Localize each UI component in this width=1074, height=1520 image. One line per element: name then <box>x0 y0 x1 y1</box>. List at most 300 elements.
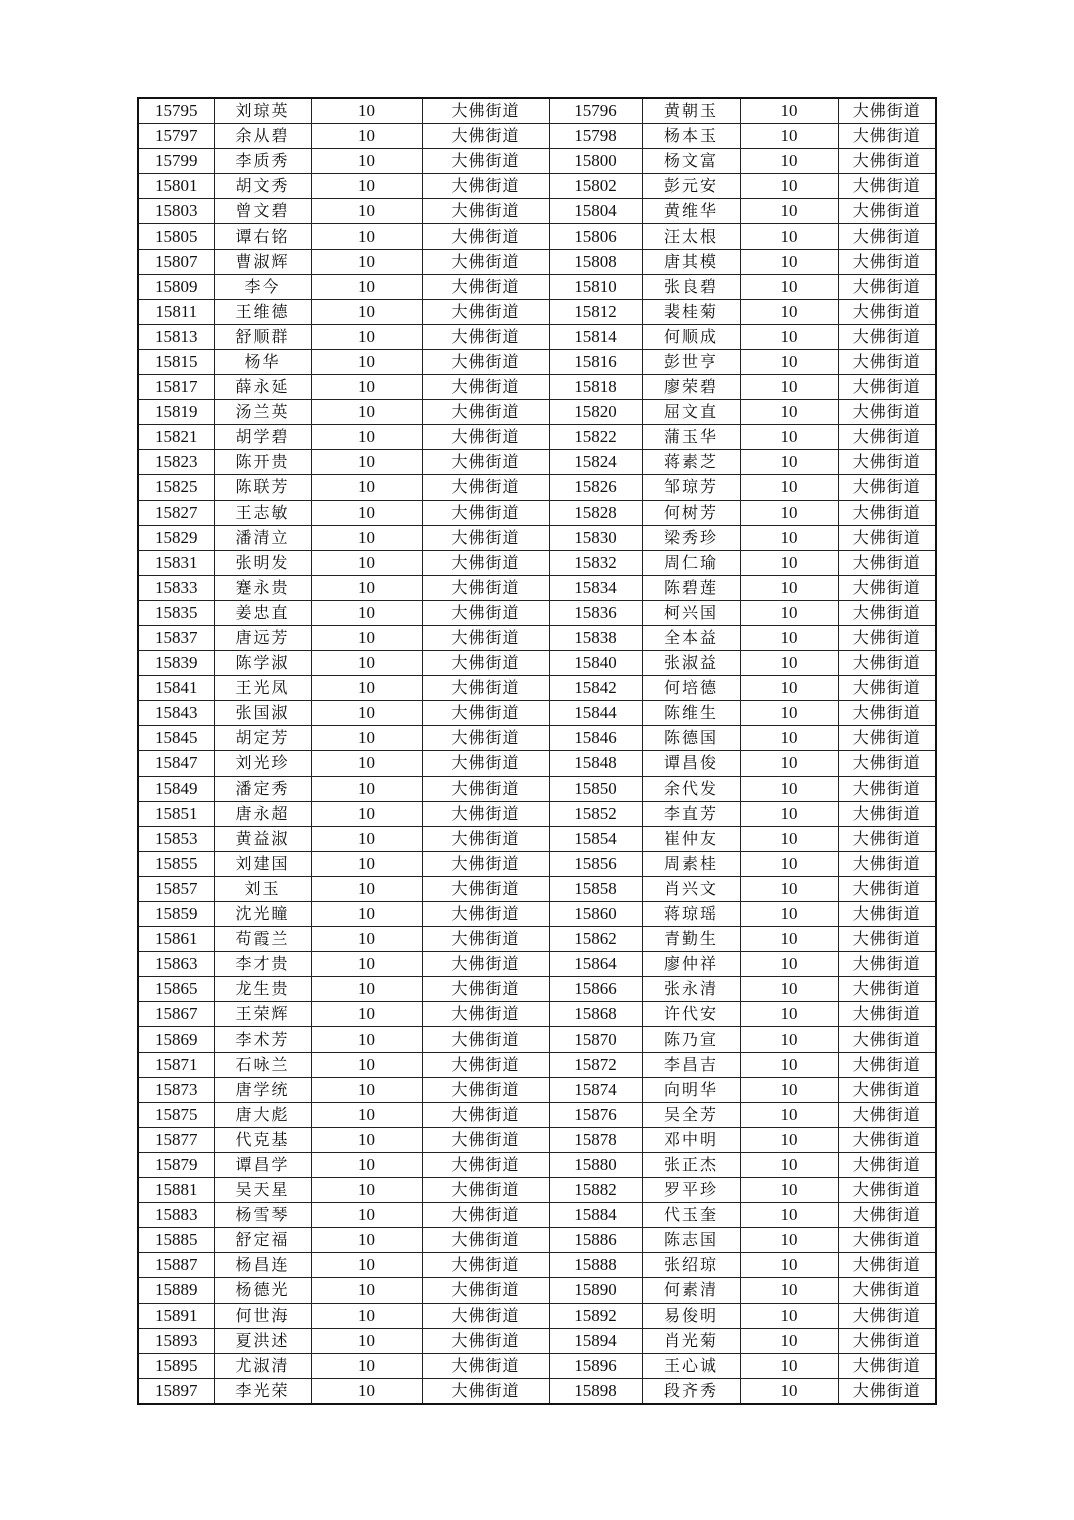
cell-serial-number: 15867 <box>138 1002 214 1027</box>
cell-name: 代克基 <box>214 1127 311 1152</box>
cell-serial-number: 15892 <box>549 1303 642 1328</box>
cell-street: 大佛街道 <box>422 400 549 425</box>
cell-serial-number: 15874 <box>549 1077 642 1102</box>
table-row <box>138 199 936 224</box>
cell-serial-number: 15880 <box>549 1152 642 1177</box>
cell-name: 彭元安 <box>642 174 740 199</box>
cell-serial-number: 15893 <box>138 1328 214 1353</box>
table-row <box>138 876 936 901</box>
table-row <box>138 1253 936 1278</box>
table-row <box>138 1152 936 1177</box>
cell-amount: 10 <box>311 98 422 124</box>
cell-name: 张国淑 <box>214 701 311 726</box>
cell-name: 肖光菊 <box>642 1328 740 1353</box>
cell-name: 余代发 <box>642 776 740 801</box>
cell-serial-number: 15889 <box>138 1278 214 1303</box>
cell-street: 大佛街道 <box>838 701 936 726</box>
cell-street: 大佛街道 <box>838 1077 936 1102</box>
cell-street: 大佛街道 <box>838 952 936 977</box>
cell-name: 黄维华 <box>642 199 740 224</box>
cell-serial-number: 15875 <box>138 1102 214 1127</box>
cell-name: 曹淑辉 <box>214 249 311 274</box>
cell-amount: 10 <box>311 977 422 1002</box>
table-row <box>138 851 936 876</box>
cell-street: 大佛街道 <box>838 475 936 500</box>
cell-serial-number: 15833 <box>138 575 214 600</box>
cell-street: 大佛街道 <box>838 149 936 174</box>
cell-serial-number: 15822 <box>549 425 642 450</box>
cell-serial-number: 15858 <box>549 876 642 901</box>
cell-amount: 10 <box>740 927 838 952</box>
cell-name: 裴桂菊 <box>642 299 740 324</box>
cell-amount: 10 <box>740 1278 838 1303</box>
cell-amount: 10 <box>740 224 838 249</box>
cell-street: 大佛街道 <box>838 98 936 124</box>
cell-serial-number: 15808 <box>549 249 642 274</box>
table-row <box>138 600 936 625</box>
cell-name: 沈光瞳 <box>214 902 311 927</box>
cell-amount: 10 <box>740 575 838 600</box>
cell-serial-number: 15831 <box>138 550 214 575</box>
cell-serial-number: 15886 <box>549 1228 642 1253</box>
cell-serial-number: 15820 <box>549 400 642 425</box>
cell-amount: 10 <box>740 1353 838 1378</box>
cell-serial-number: 15824 <box>549 450 642 475</box>
cell-street: 大佛街道 <box>422 776 549 801</box>
cell-amount: 10 <box>740 274 838 299</box>
table-row <box>138 575 936 600</box>
table-row <box>138 1102 936 1127</box>
table-row <box>138 726 936 751</box>
table-row <box>138 776 936 801</box>
cell-name: 唐学统 <box>214 1077 311 1102</box>
cell-serial-number: 15836 <box>549 600 642 625</box>
cell-amount: 10 <box>311 324 422 349</box>
cell-name: 潘清立 <box>214 525 311 550</box>
cell-amount: 10 <box>740 651 838 676</box>
cell-street: 大佛街道 <box>838 550 936 575</box>
cell-amount: 10 <box>740 525 838 550</box>
cell-serial-number: 15854 <box>549 826 642 851</box>
cell-amount: 10 <box>311 1278 422 1303</box>
cell-street: 大佛街道 <box>422 349 549 374</box>
cell-serial-number: 15872 <box>549 1052 642 1077</box>
cell-name: 石咏兰 <box>214 1052 311 1077</box>
cell-street: 大佛街道 <box>422 1077 549 1102</box>
cell-street: 大佛街道 <box>422 149 549 174</box>
table-row <box>138 550 936 575</box>
cell-amount: 10 <box>311 299 422 324</box>
cell-amount: 10 <box>311 349 422 374</box>
cell-name: 唐大彪 <box>214 1102 311 1127</box>
cell-amount: 10 <box>740 98 838 124</box>
cell-serial-number: 15795 <box>138 98 214 124</box>
cell-serial-number: 15800 <box>549 149 642 174</box>
cell-name: 王光凤 <box>214 676 311 701</box>
table-row <box>138 902 936 927</box>
cell-amount: 10 <box>740 600 838 625</box>
table-row <box>138 1027 936 1052</box>
cell-amount: 10 <box>740 149 838 174</box>
cell-serial-number: 15821 <box>138 425 214 450</box>
cell-amount: 10 <box>740 676 838 701</box>
cell-serial-number: 15806 <box>549 224 642 249</box>
cell-amount: 10 <box>311 701 422 726</box>
cell-name: 周仁瑜 <box>642 550 740 575</box>
table-row <box>138 952 936 977</box>
cell-amount: 10 <box>740 1178 838 1203</box>
cell-street: 大佛街道 <box>422 525 549 550</box>
cell-amount: 10 <box>740 299 838 324</box>
cell-serial-number: 15804 <box>549 199 642 224</box>
cell-serial-number: 15826 <box>549 475 642 500</box>
table-row <box>138 751 936 776</box>
cell-amount: 10 <box>311 1228 422 1253</box>
table-row <box>138 1127 936 1152</box>
cell-amount: 10 <box>311 1178 422 1203</box>
cell-name: 刘建国 <box>214 851 311 876</box>
cell-street: 大佛街道 <box>838 249 936 274</box>
cell-amount: 10 <box>311 1253 422 1278</box>
cell-amount: 10 <box>740 826 838 851</box>
cell-amount: 10 <box>311 876 422 901</box>
cell-name: 汪太根 <box>642 224 740 249</box>
cell-serial-number: 15825 <box>138 475 214 500</box>
table-row <box>138 1353 936 1378</box>
cell-name: 李质秀 <box>214 149 311 174</box>
cell-street: 大佛街道 <box>422 826 549 851</box>
cell-street: 大佛街道 <box>838 1228 936 1253</box>
cell-amount: 10 <box>740 174 838 199</box>
table-row <box>138 1278 936 1303</box>
cell-name: 陈志国 <box>642 1228 740 1253</box>
cell-serial-number: 15811 <box>138 299 214 324</box>
cell-street: 大佛街道 <box>422 676 549 701</box>
table-row <box>138 826 936 851</box>
cell-street: 大佛街道 <box>422 851 549 876</box>
cell-serial-number: 15851 <box>138 801 214 826</box>
cell-street: 大佛街道 <box>422 299 549 324</box>
table-row <box>138 324 936 349</box>
cell-street: 大佛街道 <box>838 324 936 349</box>
cell-street: 大佛街道 <box>422 625 549 650</box>
cell-amount: 10 <box>311 1203 422 1228</box>
cell-serial-number: 15813 <box>138 324 214 349</box>
cell-amount: 10 <box>311 575 422 600</box>
cell-name: 周素桂 <box>642 851 740 876</box>
cell-amount: 10 <box>311 651 422 676</box>
cell-street: 大佛街道 <box>838 299 936 324</box>
cell-amount: 10 <box>311 525 422 550</box>
cell-name: 蒲玉华 <box>642 425 740 450</box>
cell-street: 大佛街道 <box>422 600 549 625</box>
cell-name: 何顺成 <box>642 324 740 349</box>
cell-name: 舒顺群 <box>214 324 311 349</box>
cell-serial-number: 15890 <box>549 1278 642 1303</box>
cell-street: 大佛街道 <box>838 1178 936 1203</box>
cell-street: 大佛街道 <box>838 726 936 751</box>
cell-street: 大佛街道 <box>422 1228 549 1253</box>
cell-name: 夏洪述 <box>214 1328 311 1353</box>
cell-amount: 10 <box>740 550 838 575</box>
cell-street: 大佛街道 <box>422 375 549 400</box>
cell-serial-number: 15816 <box>549 349 642 374</box>
cell-name: 廖荣碧 <box>642 375 740 400</box>
cell-serial-number: 15884 <box>549 1203 642 1228</box>
cell-street: 大佛街道 <box>838 776 936 801</box>
cell-name: 陈联芳 <box>214 475 311 500</box>
cell-name: 张绍琼 <box>642 1253 740 1278</box>
table-row <box>138 124 936 149</box>
table-row <box>138 1052 936 1077</box>
table-row <box>138 801 936 826</box>
cell-serial-number: 15843 <box>138 701 214 726</box>
cell-street: 大佛街道 <box>422 952 549 977</box>
cell-serial-number: 15861 <box>138 927 214 952</box>
cell-name: 李光荣 <box>214 1378 311 1404</box>
cell-amount: 10 <box>740 1102 838 1127</box>
cell-serial-number: 15840 <box>549 651 642 676</box>
cell-name: 蒋素芝 <box>642 450 740 475</box>
cell-street: 大佛街道 <box>838 1203 936 1228</box>
cell-amount: 10 <box>740 1203 838 1228</box>
cell-street: 大佛街道 <box>422 801 549 826</box>
cell-amount: 10 <box>311 826 422 851</box>
cell-name: 全本益 <box>642 625 740 650</box>
cell-serial-number: 15863 <box>138 952 214 977</box>
cell-serial-number: 15869 <box>138 1027 214 1052</box>
cell-serial-number: 15887 <box>138 1253 214 1278</box>
table-row <box>138 651 936 676</box>
cell-amount: 10 <box>740 776 838 801</box>
cell-name: 崔仲友 <box>642 826 740 851</box>
cell-serial-number: 15856 <box>549 851 642 876</box>
table-row <box>138 701 936 726</box>
cell-amount: 10 <box>311 751 422 776</box>
cell-amount: 10 <box>311 851 422 876</box>
cell-serial-number: 15830 <box>549 525 642 550</box>
cell-street: 大佛街道 <box>838 1328 936 1353</box>
cell-street: 大佛街道 <box>422 1378 549 1404</box>
cell-street: 大佛街道 <box>422 425 549 450</box>
cell-street: 大佛街道 <box>838 124 936 149</box>
cell-name: 何素清 <box>642 1278 740 1303</box>
cell-serial-number: 15853 <box>138 826 214 851</box>
cell-amount: 10 <box>311 676 422 701</box>
cell-name: 杨本玉 <box>642 124 740 149</box>
cell-serial-number: 15888 <box>549 1253 642 1278</box>
cell-amount: 10 <box>740 801 838 826</box>
cell-amount: 10 <box>311 1378 422 1404</box>
cell-name: 杨雪琴 <box>214 1203 311 1228</box>
cell-name: 彭世亨 <box>642 349 740 374</box>
cell-street: 大佛街道 <box>422 751 549 776</box>
cell-amount: 10 <box>311 1152 422 1177</box>
cell-amount: 10 <box>311 1077 422 1102</box>
cell-amount: 10 <box>740 500 838 525</box>
roster-table <box>137 97 937 1405</box>
cell-amount: 10 <box>311 149 422 174</box>
cell-street: 大佛街道 <box>838 1378 936 1404</box>
cell-street: 大佛街道 <box>838 851 936 876</box>
cell-name: 黄益淑 <box>214 826 311 851</box>
cell-name: 胡学碧 <box>214 425 311 450</box>
cell-street: 大佛街道 <box>838 425 936 450</box>
cell-amount: 10 <box>311 1052 422 1077</box>
cell-serial-number: 15799 <box>138 149 214 174</box>
cell-amount: 10 <box>311 1353 422 1378</box>
cell-amount: 10 <box>311 776 422 801</box>
cell-serial-number: 15876 <box>549 1102 642 1127</box>
cell-amount: 10 <box>740 199 838 224</box>
cell-street: 大佛街道 <box>422 701 549 726</box>
cell-street: 大佛街道 <box>422 927 549 952</box>
cell-serial-number: 15852 <box>549 801 642 826</box>
cell-name: 许代安 <box>642 1002 740 1027</box>
cell-name: 杨德光 <box>214 1278 311 1303</box>
cell-street: 大佛街道 <box>422 651 549 676</box>
cell-street: 大佛街道 <box>838 500 936 525</box>
cell-name: 刘琼英 <box>214 98 311 124</box>
cell-serial-number: 15842 <box>549 676 642 701</box>
cell-street: 大佛街道 <box>422 1027 549 1052</box>
cell-name: 苟霞兰 <box>214 927 311 952</box>
cell-name: 杨华 <box>214 349 311 374</box>
table-row <box>138 1378 936 1404</box>
cell-street: 大佛街道 <box>422 1353 549 1378</box>
cell-amount: 10 <box>740 425 838 450</box>
cell-amount: 10 <box>740 475 838 500</box>
cell-serial-number: 15805 <box>138 224 214 249</box>
cell-name: 黄朝玉 <box>642 98 740 124</box>
cell-name: 曾文碧 <box>214 199 311 224</box>
cell-serial-number: 15815 <box>138 349 214 374</box>
cell-street: 大佛街道 <box>422 324 549 349</box>
cell-street: 大佛街道 <box>838 1152 936 1177</box>
cell-name: 杨文富 <box>642 149 740 174</box>
cell-serial-number: 15841 <box>138 676 214 701</box>
cell-amount: 10 <box>311 174 422 199</box>
cell-amount: 10 <box>740 1002 838 1027</box>
cell-name: 王心诚 <box>642 1353 740 1378</box>
cell-serial-number: 15837 <box>138 625 214 650</box>
cell-street: 大佛街道 <box>838 1052 936 1077</box>
cell-serial-number: 15891 <box>138 1303 214 1328</box>
cell-name: 王志敏 <box>214 500 311 525</box>
cell-name: 刘玉 <box>214 876 311 901</box>
cell-street: 大佛街道 <box>838 1353 936 1378</box>
cell-street: 大佛街道 <box>422 1178 549 1203</box>
cell-name: 陈开贵 <box>214 450 311 475</box>
cell-street: 大佛街道 <box>422 1127 549 1152</box>
cell-amount: 10 <box>740 1328 838 1353</box>
cell-serial-number: 15873 <box>138 1077 214 1102</box>
cell-name: 王维德 <box>214 299 311 324</box>
cell-amount: 10 <box>740 324 838 349</box>
cell-street: 大佛街道 <box>838 902 936 927</box>
cell-amount: 10 <box>740 349 838 374</box>
table-row <box>138 450 936 475</box>
cell-name: 唐远芳 <box>214 625 311 650</box>
cell-serial-number: 15807 <box>138 249 214 274</box>
cell-name: 张正杰 <box>642 1152 740 1177</box>
cell-street: 大佛街道 <box>838 977 936 1002</box>
cell-name: 胡定芳 <box>214 726 311 751</box>
cell-name: 柯兴国 <box>642 600 740 625</box>
cell-street: 大佛街道 <box>838 826 936 851</box>
cell-amount: 10 <box>740 1027 838 1052</box>
cell-name: 张良碧 <box>642 274 740 299</box>
table-row <box>138 1203 936 1228</box>
cell-serial-number: 15829 <box>138 525 214 550</box>
cell-amount: 10 <box>311 375 422 400</box>
cell-amount: 10 <box>740 1127 838 1152</box>
cell-serial-number: 15796 <box>549 98 642 124</box>
cell-name: 陈乃宣 <box>642 1027 740 1052</box>
cell-name: 唐其模 <box>642 249 740 274</box>
cell-street: 大佛街道 <box>422 1278 549 1303</box>
cell-amount: 10 <box>311 199 422 224</box>
cell-amount: 10 <box>311 224 422 249</box>
cell-name: 龙生贵 <box>214 977 311 1002</box>
cell-name: 邹琼芳 <box>642 475 740 500</box>
cell-serial-number: 15838 <box>549 625 642 650</box>
cell-amount: 10 <box>311 500 422 525</box>
cell-amount: 10 <box>740 851 838 876</box>
cell-serial-number: 15882 <box>549 1178 642 1203</box>
cell-serial-number: 15879 <box>138 1152 214 1177</box>
table-row <box>138 676 936 701</box>
cell-street: 大佛街道 <box>422 249 549 274</box>
cell-name: 李才贵 <box>214 952 311 977</box>
cell-amount: 10 <box>311 1102 422 1127</box>
cell-amount: 10 <box>740 977 838 1002</box>
cell-name: 代玉奎 <box>642 1203 740 1228</box>
cell-amount: 10 <box>311 600 422 625</box>
cell-street: 大佛街道 <box>838 927 936 952</box>
table-row <box>138 1228 936 1253</box>
cell-name: 蹇永贵 <box>214 575 311 600</box>
cell-amount: 10 <box>311 124 422 149</box>
cell-amount: 10 <box>311 274 422 299</box>
cell-amount: 10 <box>740 952 838 977</box>
cell-serial-number: 15885 <box>138 1228 214 1253</box>
cell-amount: 10 <box>740 701 838 726</box>
cell-street: 大佛街道 <box>422 726 549 751</box>
cell-serial-number: 15877 <box>138 1127 214 1152</box>
cell-serial-number: 15855 <box>138 851 214 876</box>
table-row <box>138 425 936 450</box>
cell-name: 梁秀珍 <box>642 525 740 550</box>
cell-name: 吴全芳 <box>642 1102 740 1127</box>
cell-street: 大佛街道 <box>838 274 936 299</box>
cell-name: 谭右铭 <box>214 224 311 249</box>
cell-name: 何树芳 <box>642 500 740 525</box>
cell-street: 大佛街道 <box>422 977 549 1002</box>
cell-name: 罗平珍 <box>642 1178 740 1203</box>
cell-street: 大佛街道 <box>838 801 936 826</box>
cell-name: 陈德国 <box>642 726 740 751</box>
cell-serial-number: 15849 <box>138 776 214 801</box>
cell-name: 李昌吉 <box>642 1052 740 1077</box>
cell-amount: 10 <box>311 927 422 952</box>
cell-street: 大佛街道 <box>838 575 936 600</box>
table-row <box>138 249 936 274</box>
cell-serial-number: 15827 <box>138 500 214 525</box>
cell-amount: 10 <box>311 801 422 826</box>
cell-name: 王荣辉 <box>214 1002 311 1027</box>
table-row <box>138 525 936 550</box>
